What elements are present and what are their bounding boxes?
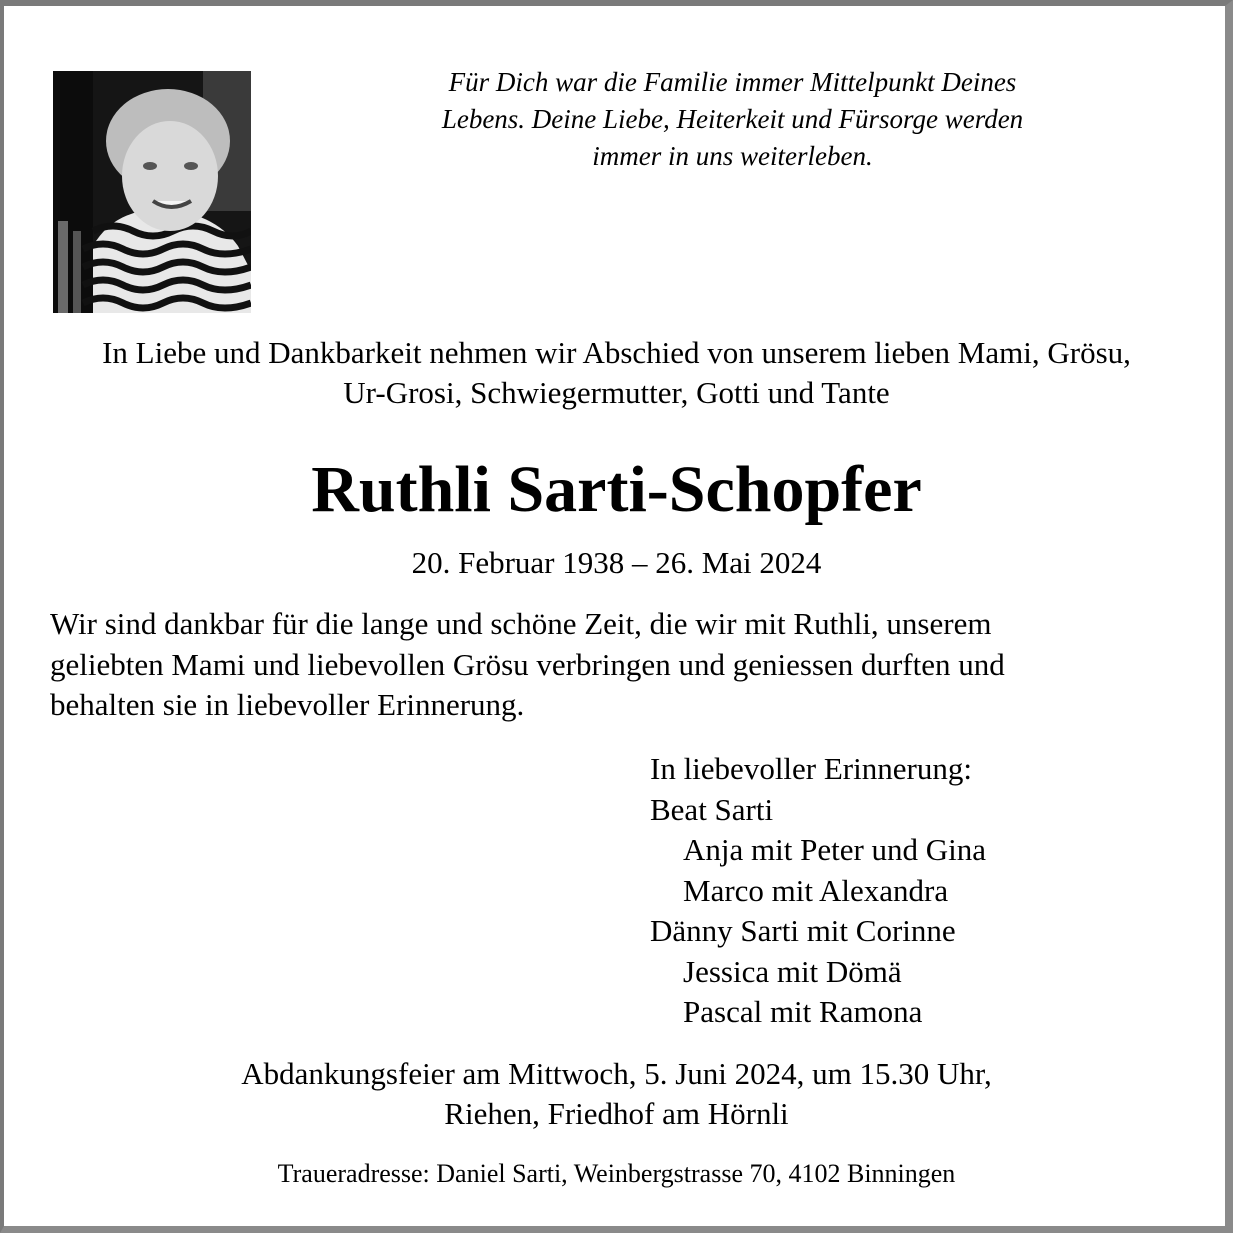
life-dates: 20. Februar 1938 – 26. Mai 2024	[411, 545, 822, 580]
motto-line: Lebens. Deine Liebe, Heiterkeit und Fürsorge werden	[441, 104, 1024, 134]
deceased-name: Ruthli Sarti-Schopfer	[311, 453, 922, 526]
ceremony-info	[0, 1054, 1233, 1134]
motto-line: Für Dich war die Familie immer Mittelpunkt Deines	[448, 67, 1017, 97]
ceremony-line: Abdankungsfeier am Mittwoch, 5. Juni 2024, um 15.30 Uhr,	[241, 1056, 992, 1091]
ceremony-line: Riehen, Friedhof am Hörnli	[444, 1096, 789, 1131]
motto-quote	[380, 64, 1085, 175]
farewell-intro	[30, 333, 1203, 413]
mourner-entry: Jessica mit Dömä	[683, 953, 902, 989]
mourner-entry: Pascal mit Ramona	[683, 994, 923, 1029]
mourner-entry: Marco mit Alexandra	[683, 872, 949, 908]
mourner-entry: Dänny Sarti mit Corinne	[650, 913, 956, 948]
intro-line: Ur-Grosi, Schwiegermutter, Gotti und Tante	[343, 375, 890, 410]
mourners-list	[650, 749, 1170, 1033]
mourner-entry: Beat Sarti	[650, 791, 774, 827]
thanks-line: behalten sie in liebevoller Erinnerung.	[50, 687, 525, 722]
thanks-line: geliebten Mami und liebevollen Grösu verbringen und geniessen durften und	[50, 646, 1005, 682]
portrait-image	[53, 71, 251, 313]
mourners-heading: In liebevoller Erinnerung:	[650, 751, 972, 786]
mourner-entry: Anja mit Peter und Gina	[683, 832, 987, 867]
portrait-photo	[53, 71, 251, 313]
motto-line: immer in uns weiterleben.	[592, 141, 873, 171]
intro-line: In Liebe und Dankbarkeit nehmen wir Abschied von unserem lieben Mami, Grösu,	[102, 335, 1131, 370]
thanks-line: Wir sind dankbar für die lange und schöne Zeit, die wir mit Ruthli, unserem	[50, 606, 992, 641]
mourning-address: Traueradresse: Daniel Sarti, Weinbergstrasse 70, 4102 Binningen	[277, 1159, 956, 1188]
thanks-paragraph	[50, 604, 1190, 726]
